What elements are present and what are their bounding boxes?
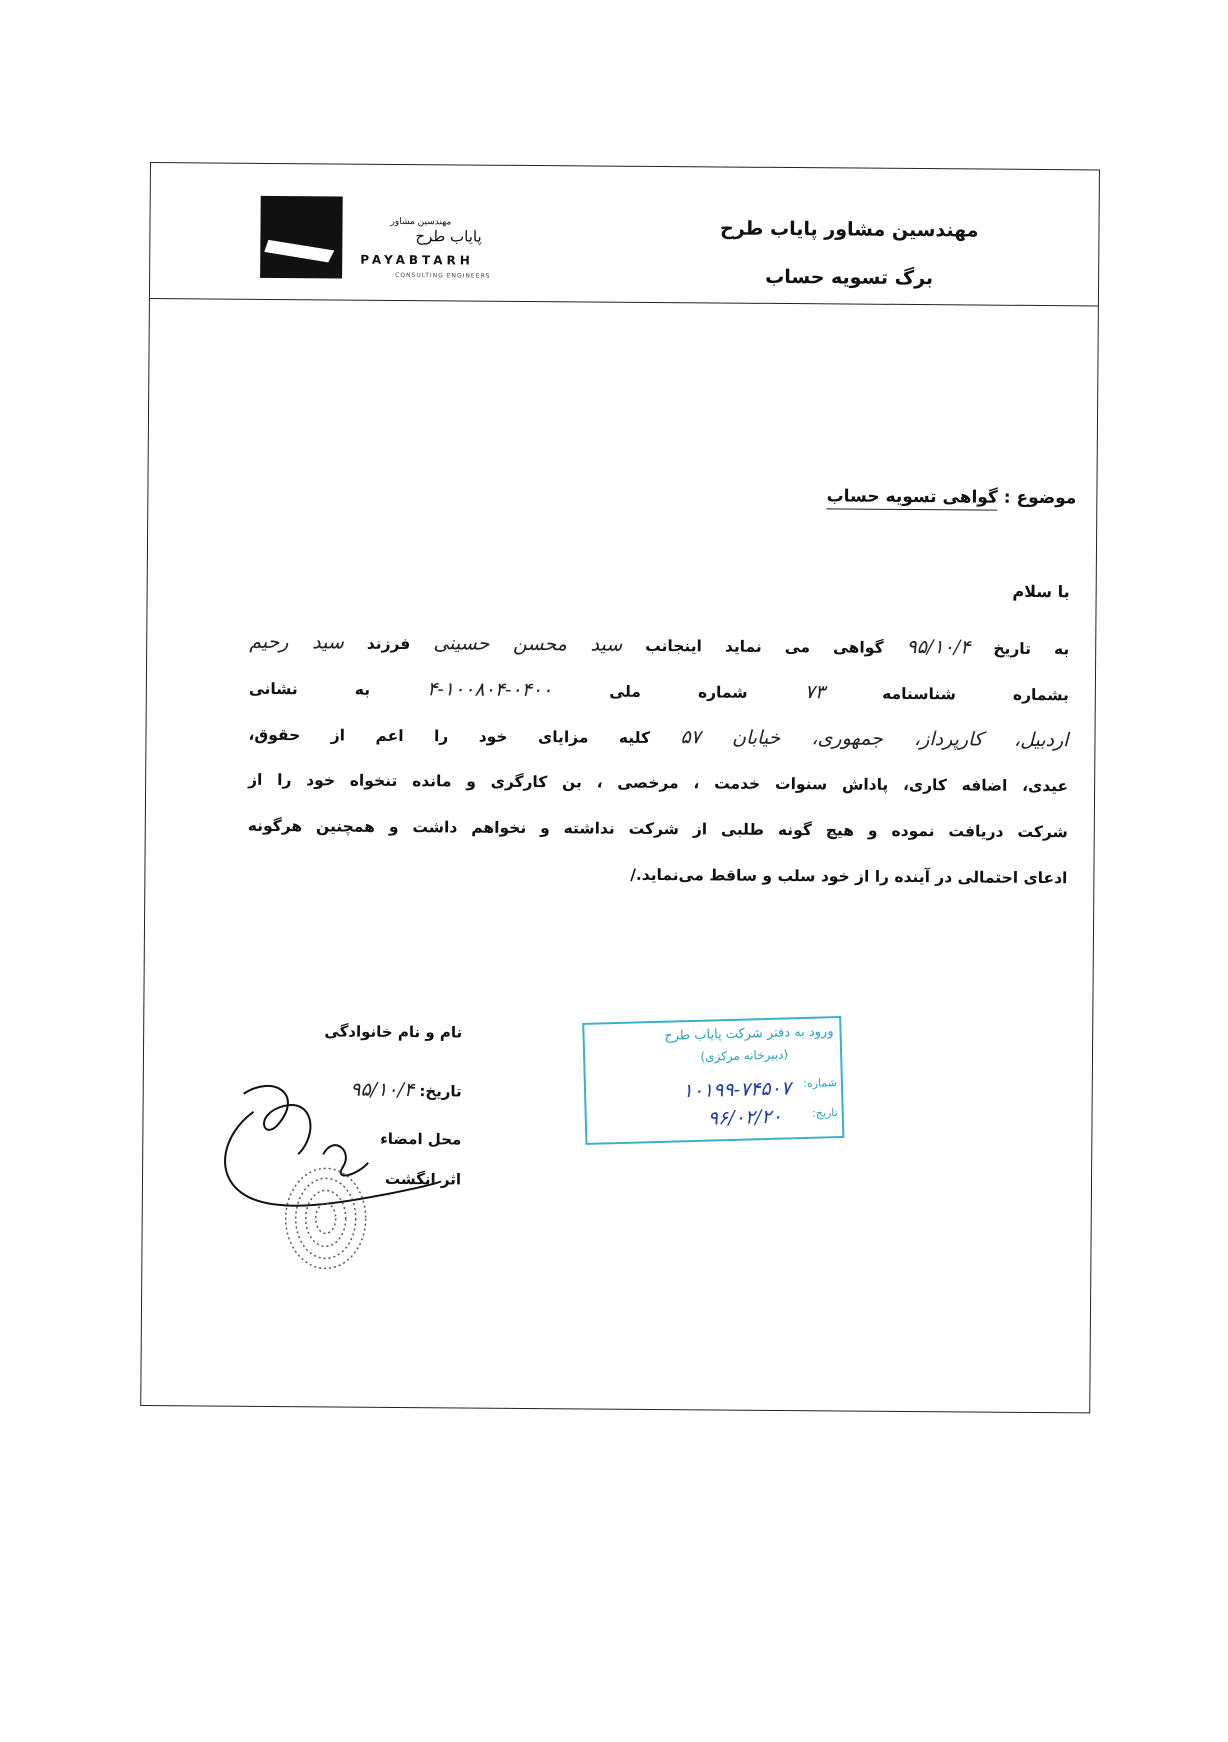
stamp-number-value: ۱۰۱۹۹-۷۴۵۰۷ [682, 1077, 792, 1103]
fingerprint-label: اثر انگشت [384, 1169, 462, 1189]
stamp-number-label: شماره: [803, 1076, 838, 1091]
handwritten-address: اردبیل، کارپرداز، جمهوری، خیابان ۵۷ [680, 726, 1069, 752]
stamp-date-label: تاریخ: [811, 1106, 838, 1120]
handwritten-sign-date: ۹۵/۱۰/۴ [350, 1078, 415, 1102]
logo-english-subtitle: CONSULTING ENGINEERS [395, 271, 491, 280]
handwritten-id-number: ۷۳ [804, 681, 826, 704]
logo-persian-name: پایاب طرح [415, 227, 482, 246]
handwritten-national-id: ۰۴۰۰-۱۰۰۸۰۴-۴ [427, 678, 553, 702]
logo-persian-top: مهندسین مشاور [390, 216, 452, 228]
text-segment: گواهی می نماید اینجانب [645, 636, 884, 657]
form-title: برگ تسویه حساب [765, 265, 934, 290]
handwritten-date: ۹۵/۱۰/۴ [906, 635, 971, 659]
handwritten-name: سید محسن حسینی [433, 632, 623, 656]
office-stamp [582, 1016, 844, 1145]
greeting: با سلام [1012, 581, 1070, 602]
logo-english-name: PAYABTARH [360, 252, 474, 268]
letter-body [247, 619, 1069, 901]
signature-place-label: محل امضاء [380, 1129, 462, 1149]
text-segment: به نشانی [248, 679, 371, 699]
body-line-3 [248, 711, 1068, 763]
text-segment: به تاریخ [993, 639, 1070, 659]
body-line-2 [249, 665, 1069, 717]
subject-line [827, 486, 1077, 508]
text-segment: بشماره شناسنامه [882, 684, 1069, 705]
body-line-4: عیدی، اضافه کاری، پاداش سنوات خدمت ، مرخصی ، بن کارگری و مانده تنخواه خود را از [248, 770, 1069, 796]
subject-value: گواهی تسویه حساب [827, 486, 998, 510]
handwritten-father-name: سید رحیم [249, 630, 344, 654]
stamp-line-2: (دبیرخانه مرکزی) [700, 1047, 789, 1064]
body-line-5: شرکت دریافت نموده و هیچ گونه طلبی از شرکت نداشته و نخواهم داشت و همچنین هرگونه [247, 816, 1068, 842]
stamp-date-value: ۹۶/۰۲/۲۰ [707, 1105, 783, 1130]
date-field-label: تاریخ: [419, 1082, 462, 1101]
subject-label: موضوع : [1003, 487, 1077, 509]
letterhead [150, 163, 1099, 306]
company-name: مهندسین مشاور پایاب طرح [719, 217, 979, 242]
text-segment: فرزند [366, 634, 411, 654]
stamp-line-1: ورود به دفتر شرکت پایاب طرح [664, 1024, 834, 1044]
body-line-1 [249, 619, 1069, 671]
logo-mark-icon [260, 196, 343, 279]
text-segment: کلیه مزایای خود را اعم از حقوق، [248, 725, 651, 747]
fingerprint-icon [280, 1164, 371, 1273]
text-segment: شماره ملی [609, 682, 748, 702]
document-sheet [140, 162, 1100, 1413]
body-line-6: ادعای احتمالی در آینده را از خود سلب و ساقط می‌نماید./ [630, 865, 1068, 888]
name-field-label: نام و نام خانوادگی [324, 1022, 463, 1042]
